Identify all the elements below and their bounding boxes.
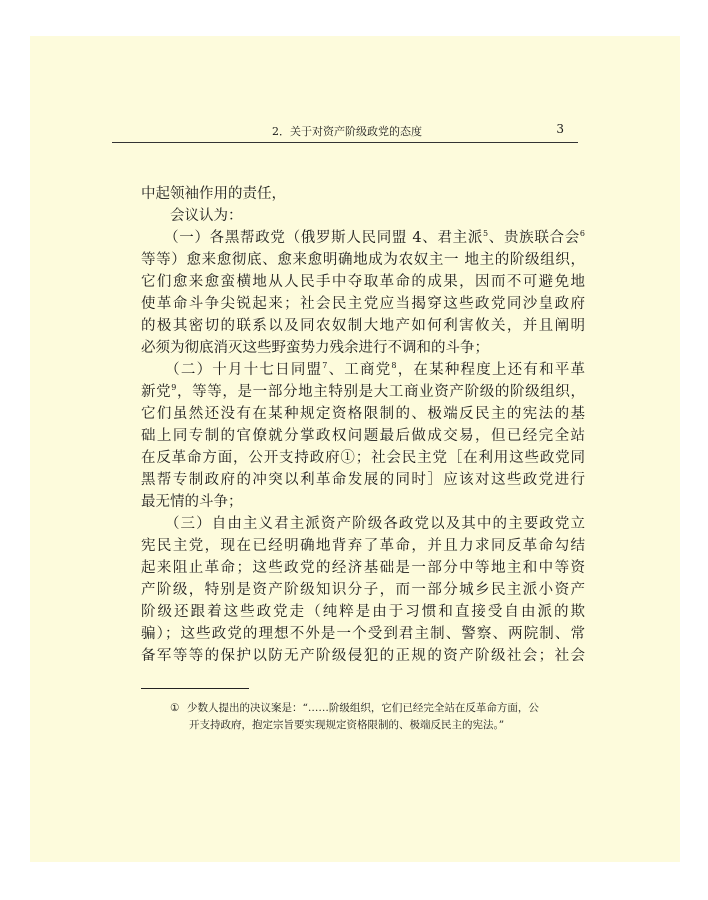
footnote-marker: ① (170, 702, 180, 714)
text-line: 必须为彻底消灭这些野蛮势力残余进行不调和的斗争； (141, 340, 489, 356)
chapter-title: 2．关于对资产阶级政党的态度 (272, 125, 422, 138)
text-line: 骗）；这些政党的理想不外是一个受到君主制、警察、两院制、常 (141, 626, 585, 642)
footnote-line (170, 700, 580, 717)
running-header (112, 114, 578, 143)
text-line: （二）十月十七日同盟$^7$、工商党$^8$，在某种程度上还有和平革 (141, 361, 585, 378)
text-line: 黑帮专制政府的冲突以利革命发展的同时］应该对这些政党进行 (141, 472, 585, 488)
text-line: 备军等等的保护以防无产阶级侵犯的正规的资产阶级社会；社会 (141, 648, 585, 664)
footnote (170, 700, 580, 734)
text-line: 新党$^9$，等等，是一部分地主特别是大工商业资产阶级的阶级组织， (141, 383, 585, 400)
text-line: （三）自由主义君主派资产阶级各政党以及其中的主要政党立 (141, 516, 585, 532)
footnote-line: 开支持政府，抱定宗旨要实现规定资格限制的、极端反民主的宪法。” (189, 719, 505, 731)
text-line: 使革命斗争尖锐起来；社会民主党应当揭穿这些政党同沙皇政府 (141, 296, 585, 312)
text-line: 起来阻止革命；这些政党的经济基础是一部分中等地主和中等资 (141, 560, 585, 576)
text-line: （一）各黑帮政党（俄罗斯人民同盟 4、君主派$^5$、贵族联合会$^6$ (141, 229, 585, 246)
text-line: 在反革命方面，公开支持政府①；社会民主党［在利用这些政党同 (141, 450, 585, 466)
text-line: 它们愈来愈蛮横地从人民手中夺取革命的成果，因而不可避免地 (141, 274, 585, 290)
text-line: 最无情的斗争； (141, 494, 243, 510)
page-number: 3 (556, 122, 564, 136)
text-line: 等等）愈来愈彻底、愈来愈明确地成为农奴主一 地主的阶级组织， (141, 252, 585, 268)
text-line: 的极其密切的联系以及同农奴制大地产如何利害攸关，并且阐明 (141, 318, 585, 334)
text-line: 它们虽然还没有在某种规定资格限制的、极端反民主的宪法的基 (141, 406, 585, 422)
text-line: 会议认为： (141, 208, 243, 224)
text-line: 宪民主党，现在已经明确地背弃了革命，并且力求同反革命勾结 (141, 538, 585, 554)
text-line: 中起领袖作用的责任， (141, 186, 286, 202)
footnote-text: 少数人提出的决议案是：“……阶级组织，它们已经完全站在反革命方面，公 (187, 702, 539, 714)
text-line: 阶级还跟着这些政党走（纯粹是由于习惯和直接受自由派的欺 (141, 604, 585, 620)
text-line: 础上同专制的官僚就分掌政权问题最后做成交易，但已经完全站 (141, 428, 585, 444)
text-line: 产阶级，特别是资产阶级知识分子，而一部分城乡民主派小资产 (141, 582, 585, 598)
footnote-divider (141, 688, 249, 689)
body-text (141, 183, 585, 667)
